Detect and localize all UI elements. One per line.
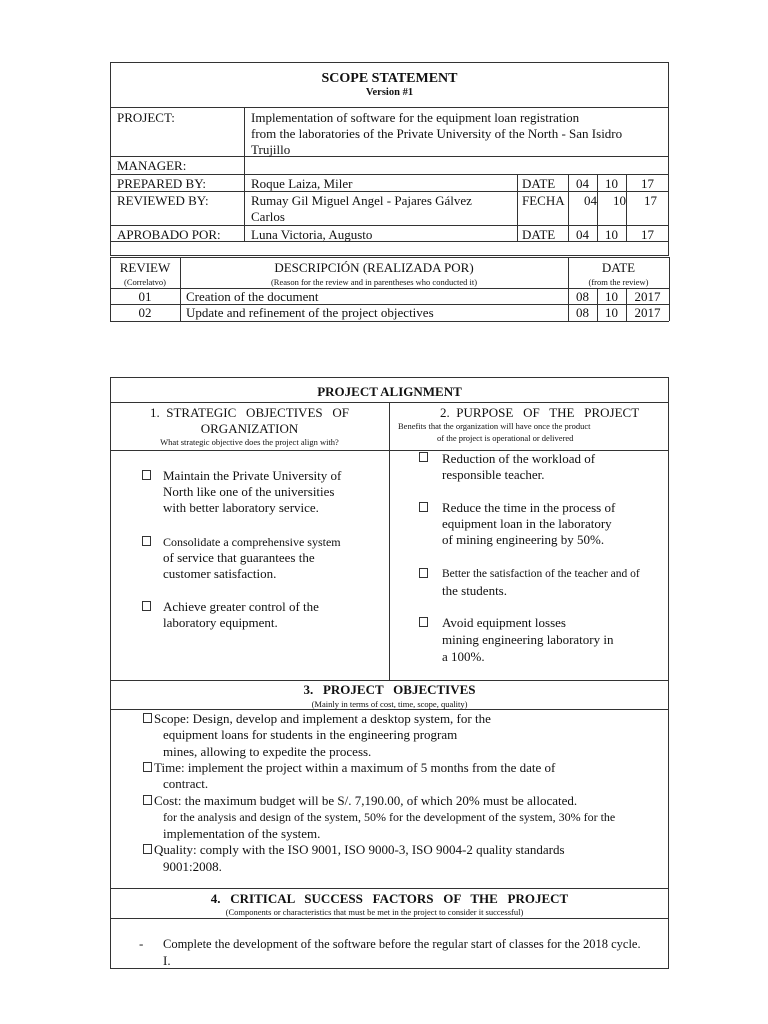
scope-version: Version #1 (365, 87, 414, 98)
project-objectives-sub: (Mainly in terms of cost, time, scope, quality) (311, 699, 468, 709)
strategic-objective-line: of service that guarantees the (163, 550, 315, 565)
reviewed-by-label: REVIEWED BY: (117, 193, 209, 208)
purpose-line: mining engineering laboratory in (442, 632, 614, 647)
objective-line: Cost: the maximum budget will be S/. 7,190.00, of which 20% must be allocated. (154, 793, 578, 808)
objective-line: for the analysis and design of the system, 50% for the development of the system, 30% for the (163, 810, 616, 824)
checkbox-bullet-icon (419, 452, 428, 462)
strategic-objective-line: North like one of the universities (163, 484, 335, 499)
revision-row-number: 02 (138, 305, 152, 320)
checkbox-bullet-icon (143, 844, 152, 854)
revision-row-description: Creation of the document (186, 289, 319, 304)
csf-dash: - (139, 936, 144, 951)
checkbox-bullet-icon (419, 568, 428, 578)
objective-line: Scope: Design, develop and implement a desktop system, for the (154, 711, 491, 726)
alignment-title: PROJECT ALIGNMENT (317, 384, 462, 399)
prepared-by-value: Roque Laiza, Miler (251, 176, 353, 191)
prepared-by-label: PREPARED BY: (117, 176, 206, 191)
objective-line: Quality: comply with the ISO 9001, ISO 9000-3, ISO 9004-2 quality standards (154, 842, 565, 857)
checkbox-bullet-icon (142, 470, 151, 480)
purpose-line: the students. (442, 583, 507, 598)
checkbox-bullet-icon (142, 601, 151, 611)
checkbox-bullet-icon (142, 536, 151, 546)
approved-date-month: 10 (605, 227, 618, 242)
revision-col-date-sub: (from the review) (588, 277, 649, 287)
objective-line: 9001:2008. (163, 859, 222, 874)
prepared-date-day: 04 (576, 176, 589, 191)
manager-label: MANAGER: (117, 158, 187, 173)
revision-row-year: 2017 (634, 305, 661, 320)
reviewed-by-line: Carlos (251, 209, 285, 224)
revision-col-description: DESCRIPCIÓN (REALIZADA POR) (274, 260, 474, 275)
project-name-line: Trujillo (251, 142, 291, 157)
objective-line: Time: implement the project within a maximum of 5 months from the date of (154, 760, 556, 775)
project-purpose-sub: of the project is operational or delivered (437, 433, 574, 443)
revision-row-year: 2017 (634, 289, 661, 304)
revision-col-review-sub: (Correlatvo) (123, 277, 166, 287)
approved-date-label: DATE (522, 227, 556, 242)
purpose-line: equipment loan in the laboratory (442, 516, 612, 531)
reviewed-date-label: FECHA (522, 193, 565, 208)
revision-row-description: Update and refinement of the project objectives (186, 305, 434, 320)
objective-line: contract. (163, 776, 209, 791)
purpose-line: Reduction of the workload of (442, 451, 596, 466)
csf-line: Complete the development of the software before the regular start of classes for the 2018 cycle. (163, 937, 641, 951)
approved-date-day: 04 (576, 227, 589, 242)
reviewed-date-year: 17 (644, 193, 657, 208)
strategic-objectives-heading: 1. STRATEGIC OBJECTIVES OF (150, 405, 349, 420)
project-name-line: Implementation of software for the equipment loan registration (251, 110, 580, 125)
revision-col-description-sub: (Reason for the review and in parentheses who conducted it) (270, 277, 478, 287)
strategic-objective-line: Maintain the Private University of (163, 468, 342, 483)
strategic-objective-line: customer satisfaction. (163, 566, 277, 581)
reviewed-date-day: 04 (584, 193, 597, 208)
checkbox-bullet-icon (143, 713, 152, 723)
critical-success-factors-sub: (Components or characteristics that must be met in the project to consider it successful) (225, 907, 524, 917)
strategic-objective-line: laboratory equipment. (163, 615, 278, 630)
project-purpose-heading: 2. PURPOSE OF THE PROJECT (440, 405, 640, 420)
objective-line: equipment loans for students in the engineering program (163, 727, 458, 742)
strategic-objective-line: Consolidate a comprehensive system (163, 535, 341, 549)
prepared-date-year: 17 (641, 176, 654, 191)
strategic-objectives-heading-line2: ORGANIZATION (200, 421, 299, 436)
revision-row-day: 08 (576, 289, 589, 304)
purpose-line: Better the satisfaction of the teacher and of (442, 568, 640, 580)
approved-date-year: 17 (641, 227, 654, 242)
revision-row-number: 01 (138, 289, 152, 304)
checkbox-bullet-icon (143, 762, 152, 772)
prepared-date-month: 10 (605, 176, 618, 191)
revision-col-review: REVIEW (119, 260, 171, 275)
revision-row-day: 08 (576, 305, 589, 320)
strategic-objective-line: with better laboratory service. (163, 500, 319, 515)
prepared-date-label: DATE (522, 176, 556, 191)
approved-by-label: APROBADO POR: (117, 227, 221, 242)
purpose-line: of mining engineering by 50%. (442, 532, 605, 547)
csf-line: I. (163, 953, 171, 968)
critical-success-factors-heading: 4. CRITICAL SUCCESS FACTORS OF THE PROJECT (210, 891, 569, 906)
approved-by-value: Luna Victoria, Augusto (251, 227, 373, 242)
objective-line: mines, allowing to expedite the process. (163, 744, 372, 759)
objective-line: implementation of the system. (163, 826, 321, 841)
project-label: PROJECT: (117, 110, 175, 125)
checkbox-bullet-icon (143, 795, 152, 805)
revision-row-month: 10 (605, 289, 618, 304)
checkbox-bullet-icon (419, 617, 428, 627)
purpose-line: a 100%. (442, 649, 485, 664)
revision-row-month: 10 (605, 305, 618, 320)
purpose-line: Reduce the time in the process of (442, 500, 616, 515)
reviewed-by-line: Rumay Gil Miguel Angel - Pajares Gálvez (251, 193, 472, 208)
strategic-objective-line: Achieve greater control of the (163, 599, 319, 614)
reviewed-date-month: 10 (613, 193, 626, 208)
strategic-objectives-sub: What strategic objective does the project align with? (160, 437, 339, 447)
checkbox-bullet-icon (419, 502, 428, 512)
purpose-line: Avoid equipment losses (442, 615, 566, 630)
project-objectives-heading: 3. PROJECT OBJECTIVES (303, 682, 476, 697)
project-purpose-sub: Benefits that the organization will have once the product (398, 421, 591, 431)
purpose-line: responsible teacher. (442, 467, 545, 482)
scope-title: SCOPE STATEMENT (321, 71, 458, 86)
project-name-line: from the laboratories of the Private University of the North - San Isidro (251, 126, 623, 141)
revision-col-date: DATE (601, 260, 636, 275)
